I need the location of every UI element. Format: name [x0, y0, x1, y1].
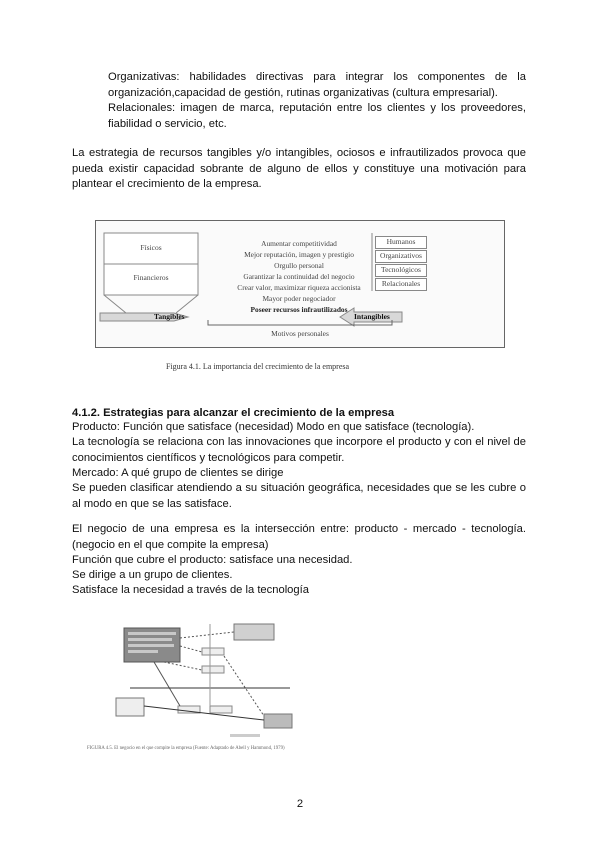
- business-diagram-graphic: [110, 616, 306, 746]
- diagram-box-bottom-right: [264, 714, 292, 728]
- diagram-box-left: [116, 698, 144, 716]
- personal-motives-label: Motivos personales: [271, 329, 329, 338]
- page-number: 2: [296, 798, 304, 810]
- resource-financieros: Financieros: [133, 273, 169, 282]
- list-item-organizativas: Organizativas: habilidades directivas para integrar los componentes de la organización,capacidad de gestión, rutinas organizativas (cultura empresarial).: [108, 71, 526, 99]
- block2-negocio: El negocio de una empresa es la intersección entre: producto - mercado - tecnología. (negocio en el que compite la empresa): [72, 523, 526, 551]
- left-diag-line-2: [176, 295, 198, 313]
- section-line-mercado: Mercado: A qué grupo de clientes se dirige: [72, 467, 284, 479]
- section-title: 4.1.2. Estrategias para alcanzar el crecimiento de la empresa: [72, 407, 395, 419]
- motive-item: Mayor poder negociador: [262, 294, 336, 303]
- tangibles-label: Tangibles: [154, 312, 185, 321]
- figure1-caption: Figura 4.1. La importancia del crecimiento de la empresa: [166, 362, 350, 371]
- section-line-producto: Producto: Función que satisface (necesidad) Modo en que satisface (tecnología).: [72, 421, 475, 433]
- motive-item: Garantizar la continuidad del negocio: [243, 272, 355, 281]
- paragraph-strategy: La estrategia de recursos tangibles y/o intangibles, ociosos e infrautilizados provoca que pueda existir capacidad sobrante de alguno de ellos y constituye una motivación para plantear el crecimiento de la empresa.: [72, 147, 526, 191]
- block2-funcion: Función que cubre el producto: satisface una necesidad.: [72, 554, 353, 566]
- resource-tecnologicos: Tecnológicos: [375, 264, 427, 277]
- resource-organizativos: Organizativos: [375, 250, 427, 263]
- intangibles-label: Intangibles: [354, 312, 390, 321]
- list-item-relacionales: Relacionales: imagen de marca, reputación entre los clientes y los proveedores, fiabilidad o servicio, etc.: [108, 102, 526, 130]
- motive-item: Orgullo personal: [274, 261, 324, 270]
- motive-item: Crear valor, maximizar riqueza accionista: [237, 283, 361, 292]
- block2-clientes: Se dirige a un grupo de clientes.: [72, 569, 233, 581]
- section-line-clasificar: Se pueden clasificar atendiendo a su situación geográfica, necesidades que se les cubre o al modo en que se las satisface.: [72, 482, 526, 510]
- resource-relacionales: Relacionales: [375, 278, 427, 291]
- motive-item: Poseer recursos infrautilizados: [250, 305, 348, 314]
- resource-fisicos: Físicos: [140, 243, 162, 252]
- block2-tecnologia: Satisface la necesidad a través de la tecnología: [72, 584, 309, 596]
- section-line-tecnologia: La tecnología se relaciona con las innovaciones que incorpore el producto y con el nivel de conocimientos científicos y tecnológicos para competir.: [72, 436, 526, 464]
- left-diag-line: [104, 295, 126, 313]
- motive-item: Mejor reputación, imagen y prestigio: [244, 250, 354, 259]
- figure2-caption: FIGURA 4.5. El negocio en el que compite la empresa (Fuente: Adaptado de Abell y Hammond, 1979): [87, 746, 285, 751]
- diagram-box-top-right: [234, 624, 274, 640]
- figure-growth-importance: [95, 220, 505, 348]
- growth-motives-list: [206, 238, 392, 315]
- resource-humanos: Humanos: [375, 236, 427, 249]
- figure-business-diagram: [110, 616, 306, 746]
- motive-item: Aumentar competitividad: [261, 239, 337, 248]
